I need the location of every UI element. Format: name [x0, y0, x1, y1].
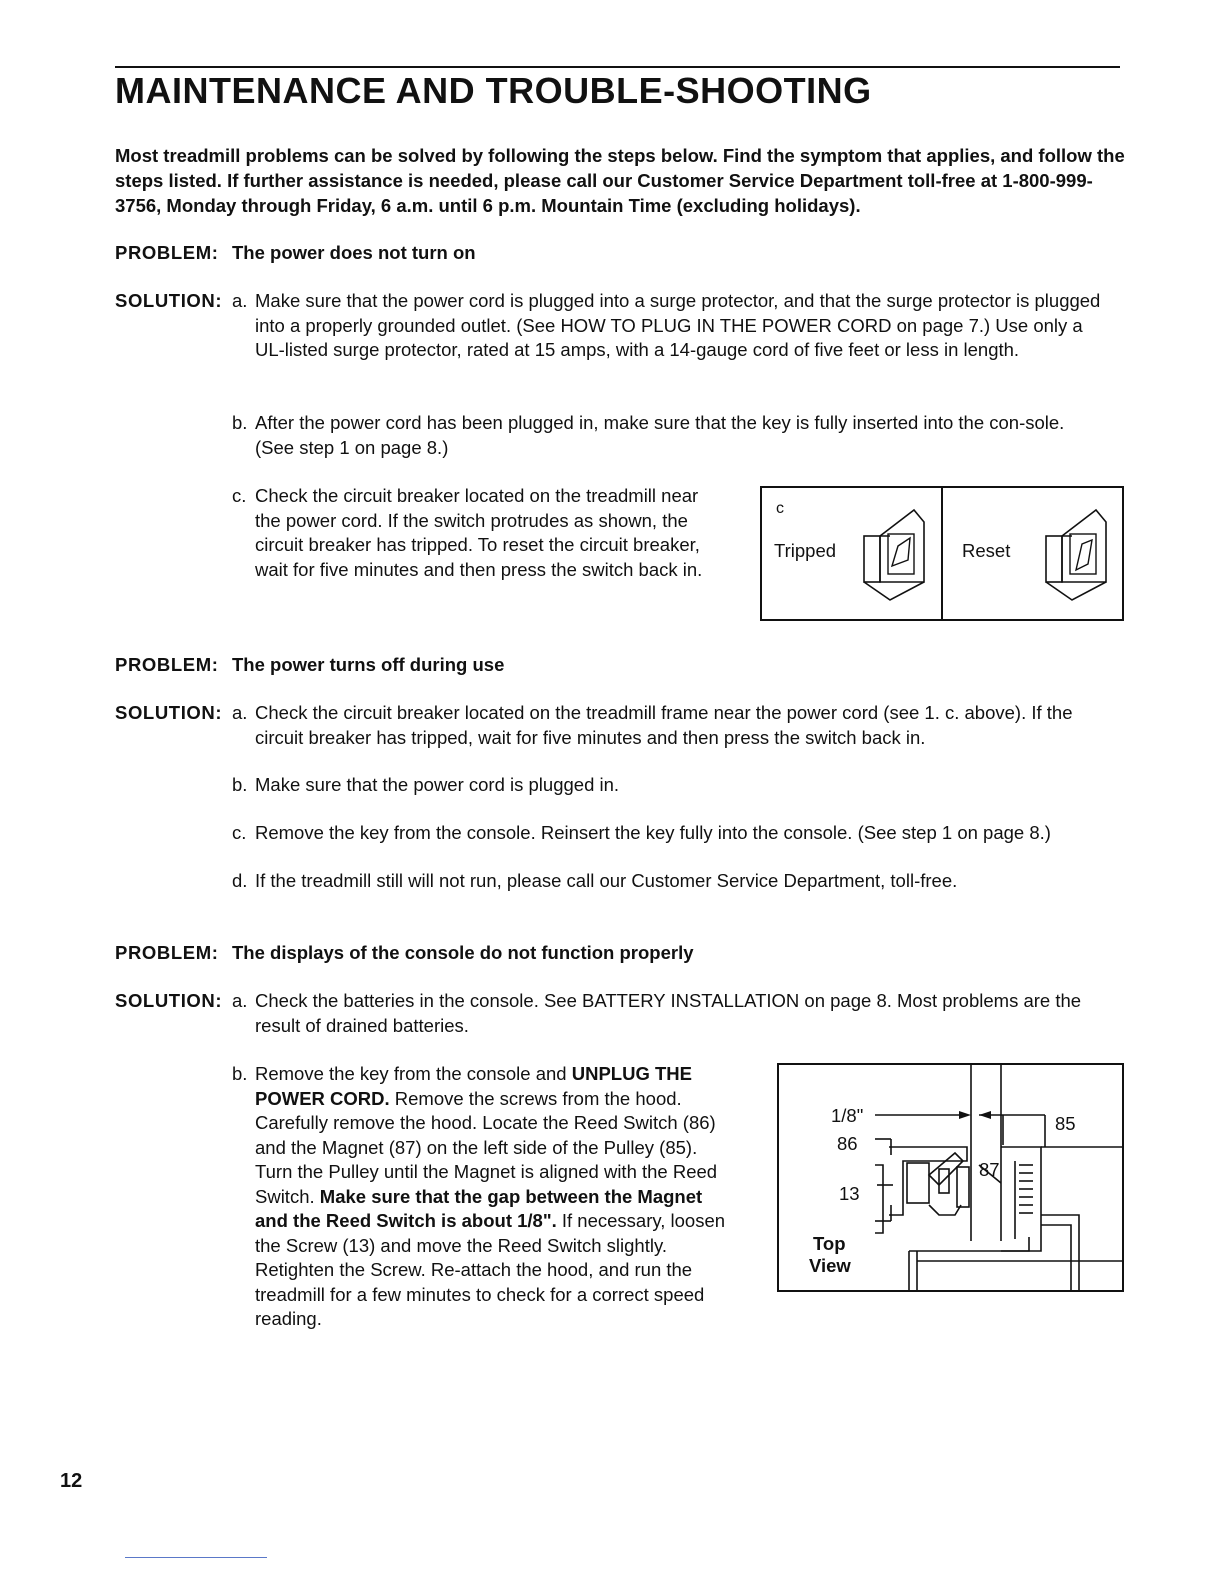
step-letter: a. [232, 702, 248, 723]
intro-paragraph: Most treadmill problems can be solved by following the steps below. Find the symptom that applies, and follow the steps listed. If further assistance is needed, please call our Customer Service Department toll-free at 1-800-999-3756, Monday through Friday, 6 a.m. until 6 p.m. Mountain Time (excluding holidays). [115, 145, 1125, 216]
step-letter: c. [232, 485, 247, 506]
figure-letter: c [776, 500, 784, 517]
problem-2-label: PROBLEM: [115, 654, 219, 675]
problem-3-label: PROBLEM: [115, 942, 219, 963]
step-text: Check the batteries in the console. See BATTERY INSTALLATION on page 8. Most problems are the result of drained batteries. [255, 990, 1082, 1036]
label-87: 87 [979, 1159, 1000, 1180]
label-85: 85 [1055, 1113, 1076, 1134]
header-rule [115, 66, 1120, 68]
step-text: Make sure that the power cord is plugged in. [255, 774, 620, 795]
step-text: Check the circuit breaker located on the treadmill near the power cord. If the switch protrudes as shown, the circuit breaker has tripped. To reset the circuit breaker, wait for five minutes and then press the switch back in. [255, 485, 703, 580]
step-letter: b. [232, 774, 248, 795]
figure-divider [941, 488, 943, 619]
step-letter: a. [232, 990, 248, 1011]
problem-3-title: The displays of the console do not function properly [232, 942, 694, 963]
step-text: If the treadmill still will not run, please call our Customer Service Department, toll-free. [255, 870, 958, 891]
page-number: 12 [60, 1470, 83, 1492]
page-title: MAINTENANCE AND TROUBLE-SHOOTING [115, 70, 872, 111]
text-run: Remove the key from the console and [255, 1063, 572, 1084]
step-letter: a. [232, 290, 248, 311]
label-13: 13 [839, 1183, 860, 1204]
bold-text-run: Make sure that the gap between the Magnet and the Reed Switch is about 1/8". [255, 1185, 703, 1231]
problem-2-title: The power turns off during use [232, 654, 505, 675]
gap-label: 1/8" [831, 1105, 864, 1126]
reed-switch-figure [777, 1063, 1124, 1292]
tripped-label: Tripped [774, 540, 837, 561]
step-letter: c. [232, 822, 247, 843]
top-view-label-line2: View [809, 1255, 851, 1276]
step-letter: b. [232, 412, 248, 433]
tripped-switch-icon [858, 504, 932, 604]
reset-switch-icon [1040, 504, 1114, 604]
problem-1-label: PROBLEM: [115, 242, 219, 263]
step-text: Check the circuit breaker located on the treadmill frame near the power cord (see 1. c. above). If the circuit breaker has tripped, wait for five minutes and then press the switch back in. [255, 702, 1073, 748]
step-text: Remove the key from the console. Reinsert the key fully into the console. (See step 1 on page 8.) [255, 822, 1051, 843]
problem-1-title: The power does not turn on [232, 242, 476, 263]
text-run: Remove the screws from the hood. Carefully remove the hood. Locate the Reed Switch (86) and the Magnet (87) on the left side of the Pulley (85). Turn the Pulley until the Magnet is aligned with the Reed Switch. [255, 1087, 718, 1207]
label-86: 86 [837, 1133, 858, 1154]
bold-text-run: UNPLUG THE POWER CORD. [255, 1063, 692, 1109]
text-run: If necessary, loosen the Screw (13) and move the Reed Switch slightly. Retighten the Screw. Re-attach the hood, and run the treadmill for a few minutes to check for a correct speed reading. [255, 1210, 726, 1329]
solution-2-label: SOLUTION: [115, 702, 223, 723]
step-letter: b. [232, 1063, 248, 1084]
reset-label: Reset [962, 540, 1011, 561]
step-letter: d. [232, 870, 248, 891]
footer-rule [125, 1557, 267, 1558]
step-text: Make sure that the power cord is plugged into a surge protector, and that the surge protector is plugged into a properly grounded outlet. (See HOW TO PLUG IN THE POWER CORD on page 7.) Use only a UL-listed surge protector, rated at 15 amps, with a 14-gauge cord of five feet or less in length. [255, 290, 1101, 360]
step-text: After the power cord has been plugged in, make sure that the key is fully inserted into the con-sole. (See step 1 on page 8.) [255, 412, 1065, 458]
circuit-breaker-figure [760, 486, 1124, 621]
solution-3-label: SOLUTION: [115, 990, 223, 1011]
solution-1-label: SOLUTION: [115, 290, 223, 311]
step-text [255, 1062, 739, 1332]
top-view-label-line1: Top [813, 1233, 846, 1254]
